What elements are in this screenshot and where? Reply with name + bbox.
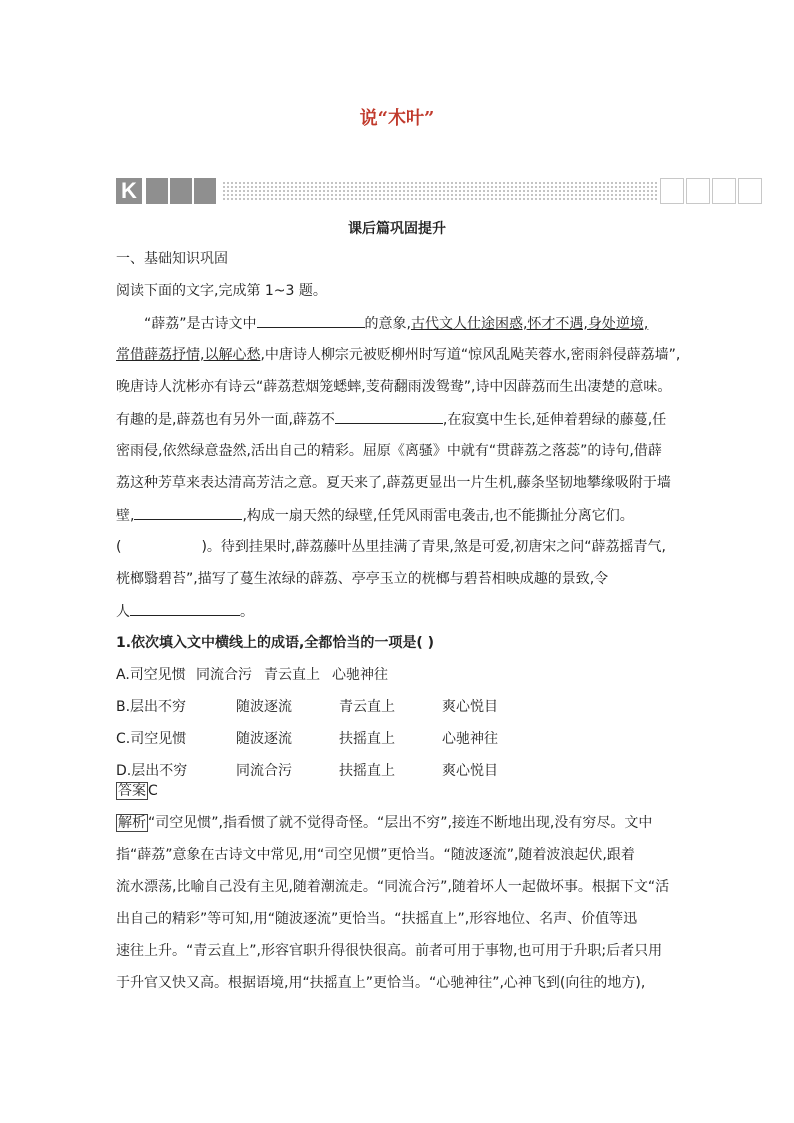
fill-blank-3[interactable] bbox=[134, 505, 242, 520]
answer-value: C bbox=[148, 783, 158, 799]
passage-line: 晚唐诗人沈彬亦有诗云“薜荔惹烟笼蟋蟀,芰荷翻雨泼鸳鸯”,诗中因薜荔而生出凄楚的意味。 bbox=[116, 379, 672, 395]
passage-line: 桄榔翳碧苔”,描写了蔓生浓绿的薜荔、亭亭玉立的桄榔与碧苔相映成趣的景致,令 bbox=[116, 571, 609, 587]
question-stem: 1.依次填入文中横线上的成语,全都恰当的一项是( ) bbox=[116, 635, 435, 651]
analysis-line: 解析 “司空见惯”,指看惯了就不觉得奇怪。“层出不穷”,接连不断地出现,没有穷尽。文中 bbox=[118, 815, 653, 831]
analysis-line: 流水漂荡,比喻自己没有主见,随着潮流走。“同流合污”,随着坏人一起做坏事。根据下文“活 bbox=[116, 879, 670, 895]
banner-k-logo: K bbox=[116, 178, 142, 204]
option-a[interactable]: A.司空见惯 同流合污 青云直上 心驰神往 bbox=[116, 667, 388, 683]
passage-line: “薜荔”是古诗文中 的意象,古代文人仕途困惑,怀才不遇,身处逆境, bbox=[116, 313, 682, 334]
passage-line: 壁, ,构成一扇天然的绿壁,任凭风雨雷电袭击,也不能撕扯分离它们。 bbox=[116, 505, 682, 526]
fill-blank-2[interactable] bbox=[335, 409, 443, 424]
passage-line: ( )。待到挂果时,薜荔藤叶丛里挂满了青果,煞是可爱,初唐宋之问“薜荔摇青气, bbox=[116, 539, 666, 555]
analysis-tag: 解析 bbox=[118, 815, 146, 831]
analysis-line: 指“薜荔”意象在古诗文中常见,用“司空见惯”更恰当。“随波逐流”,随着波浪起伏,跟着 bbox=[116, 847, 635, 863]
underlined-text: 古代文人仕途困惑,怀才不遇,身处逆境, bbox=[410, 316, 649, 332]
passage-line: 有趣的是,薜荔也有另外一面,薜荔不 ,在寂寞中生长,延伸着碧绿的藤蔓,任 bbox=[116, 409, 682, 430]
section-header: 课后篇巩固提升 bbox=[348, 221, 446, 237]
banner-dot-pattern bbox=[222, 181, 658, 201]
fill-blank-4[interactable] bbox=[130, 601, 240, 616]
answer-line bbox=[116, 781, 682, 801]
section-banner bbox=[116, 178, 762, 204]
page-title: 说“木叶” bbox=[359, 108, 435, 129]
banner-box bbox=[686, 178, 710, 204]
option-d[interactable]: D.层出不穷 同流合污 扶摇直上 爽心悦目 bbox=[116, 763, 498, 779]
instruction: 阅读下面的文字,完成第 1~3 题。 bbox=[116, 283, 327, 299]
fill-blank-1[interactable] bbox=[257, 313, 365, 328]
banner-box bbox=[660, 178, 684, 204]
passage-line: 常借薜荔抒情,以解心愁,中唐诗人柳宗元被贬柳州时写道“惊风乱飐芙蓉水,密雨斜侵薜荔墙”, bbox=[116, 347, 681, 363]
passage-line: 密雨侵,依然绿意盎然,活出自己的精彩。屈原《离骚》中就有“贯薜荔之落蕊”的诗句,借薜 bbox=[116, 443, 662, 459]
banner-box bbox=[712, 178, 736, 204]
passage-line: 人 。 bbox=[116, 601, 682, 622]
underlined-text: 常借薜荔抒情,以解心愁 bbox=[116, 347, 261, 363]
banner-block bbox=[170, 178, 192, 204]
analysis-line: 出自己的精彩”等可知,用“随波逐流”更恰当。“扶摇直上”,形容地位、名声、价值等迅 bbox=[116, 911, 638, 927]
analysis-line: 速往上升。“青云直上”,形容官职升得很快很高。前者可用于事物,也可用于升职;后者只用 bbox=[116, 943, 663, 959]
banner-block bbox=[194, 178, 216, 204]
analysis-line: 于升官又快又高。根据语境,用“扶摇直上”更恰当。“心驰神往”,心神飞到(向往的地方), bbox=[116, 975, 646, 991]
banner-block bbox=[146, 178, 168, 204]
option-b[interactable]: B.层出不穷 随波逐流 青云直上 爽心悦目 bbox=[116, 699, 498, 715]
option-c[interactable]: C.司空见惯 随波逐流 扶摇直上 心驰神往 bbox=[116, 731, 498, 747]
passage-line: 荔这种芳草来表达清高芳洁之意。夏天来了,薜荔更显出一片生机,藤条坚韧地攀缘吸附于墙 bbox=[116, 475, 671, 491]
part-heading: 一、基础知识巩固 bbox=[116, 251, 228, 267]
answer-tag: 答案 bbox=[118, 783, 146, 799]
banner-box bbox=[738, 178, 762, 204]
